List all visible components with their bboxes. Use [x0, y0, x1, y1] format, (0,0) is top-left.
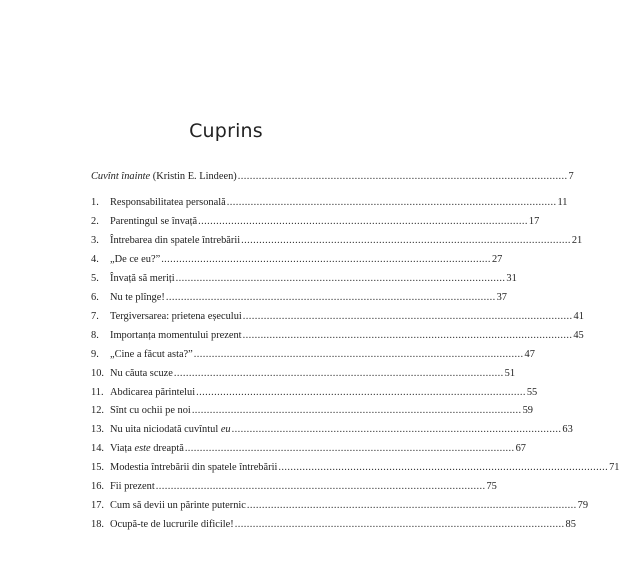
- toc-entry-page: 67: [515, 443, 526, 455]
- dot-leader: ..............................................................................................................: [242, 329, 573, 341]
- toc-entry-page: 21: [571, 234, 583, 246]
- toc-entry-number: 16.: [91, 481, 104, 493]
- toc-entry-title-text: Sînt cu ochii pe noi: [110, 405, 191, 417]
- toc-entry-title: [110, 196, 226, 210]
- toc-entry-title: [110, 272, 175, 286]
- toc-entry-title-text: Ocupă-te de lucrurile dificile!: [110, 519, 234, 531]
- dot-leader: ..............................................................................................................: [278, 462, 609, 474]
- toc-entry-title-text: Întrebarea din spatele întrebării: [110, 234, 241, 246]
- toc-entry-number: 17.: [91, 500, 104, 512]
- toc-entry-page: 41: [573, 310, 584, 322]
- toc-entry-title: [110, 423, 231, 437]
- toc-entry-title-text: „Cine a făcut asta?”: [110, 348, 193, 360]
- toc-entry-page: 45: [573, 329, 584, 341]
- toc-entry-title: [110, 499, 246, 513]
- toc-entry-number: 11.: [91, 386, 104, 398]
- toc-entry-number: 1.: [91, 197, 99, 208]
- dot-leader: ..............................................................................................................: [193, 348, 524, 360]
- toc-entry: [91, 310, 584, 324]
- toc-entry-title: [110, 442, 184, 456]
- toc-entry-page: 17: [528, 215, 540, 227]
- dot-leader: ..............................................................................................................: [246, 500, 577, 512]
- toc-entry-page: 27: [491, 253, 503, 265]
- toc-entry-page: 75: [486, 481, 497, 493]
- toc-entry: [91, 196, 568, 210]
- dot-leader: ..............................................................................................................: [175, 272, 506, 284]
- toc-entry-page: 63: [562, 424, 573, 436]
- toc-entry-page: 71: [609, 462, 620, 474]
- toc-entry-title-text: Nu te plînge!: [110, 291, 165, 303]
- toc-entry-title: [110, 367, 173, 381]
- toc-entry: [91, 234, 583, 248]
- toc-entry-title-text: „De ce eu?”: [110, 253, 161, 265]
- toc-entry: [91, 272, 517, 286]
- toc-entry: [91, 499, 589, 513]
- toc-entry-title: [110, 329, 242, 343]
- toc-entry-title: [110, 348, 193, 362]
- toc-entry-page: 31: [506, 272, 517, 284]
- toc-foreword: [91, 170, 574, 184]
- toc-entry-title: [110, 461, 277, 475]
- dot-leader: ..............................................................................................................: [234, 519, 565, 531]
- toc-entry: [91, 291, 507, 305]
- toc-entry-title-text: Cum să devii un părinte puternic: [110, 500, 246, 512]
- toc-entry-title: [110, 234, 240, 248]
- toc-entry-number: 7.: [91, 310, 99, 322]
- toc-entry-page: 11: [557, 197, 568, 208]
- dot-leader: ..............................................................................................................: [198, 215, 528, 227]
- toc-foreword-italic: Cuvînt înainte: [91, 171, 151, 182]
- toc-entry-page: 37: [496, 291, 507, 303]
- toc-entry-title-text: Viața: [110, 443, 135, 455]
- toc-entry-number: 5.: [91, 272, 99, 284]
- toc-entry: [91, 215, 540, 229]
- toc-entry-number: 10.: [91, 367, 104, 379]
- toc-entry-title-emphasis: eu: [220, 424, 231, 436]
- toc-entry-number: 4.: [91, 253, 99, 265]
- toc-entry-title-text: Parentingul se învață: [110, 215, 198, 227]
- toc-entry-title-text: Responsabilitatea personală: [110, 197, 226, 208]
- toc-entry: [91, 480, 497, 494]
- toc-entry-page: 51: [504, 367, 516, 379]
- toc-entry-number: 9.: [91, 348, 99, 360]
- dot-leader: ..............................................................................................................: [231, 424, 562, 436]
- dot-leader: ..............................................................................................................: [165, 291, 496, 303]
- dot-leader: ..............................................................................................................: [242, 310, 573, 322]
- toc-entry-page: 85: [565, 519, 576, 531]
- toc-entry-page: 47: [524, 348, 535, 360]
- toc-entry-title: [110, 404, 191, 418]
- toc-entry: [91, 348, 535, 362]
- toc-entry-page: 79: [577, 500, 589, 512]
- toc-entry-title: [110, 291, 165, 305]
- dot-leader: ..............................................................................................................: [173, 367, 504, 379]
- toc-entry: [91, 253, 503, 267]
- toc-entry: [91, 423, 573, 437]
- toc-entry-title-text: Modestia întrebării din spatele întrebării: [110, 462, 278, 474]
- toc-entry-title-text: dreaptă: [150, 443, 184, 455]
- toc-entry-title: [110, 518, 234, 532]
- toc-foreword-label: [91, 170, 237, 184]
- toc-entry-number: 8.: [91, 329, 99, 341]
- toc-entry-title-emphasis: este: [134, 443, 151, 455]
- dot-leader: ..............................................................................................................: [226, 197, 557, 208]
- toc-entry: [91, 404, 533, 418]
- dot-leader: ..............................................................................................................: [237, 171, 568, 182]
- page-title: Cuprins: [189, 120, 263, 142]
- toc-entry-title: [110, 310, 242, 324]
- toc-entry: [91, 329, 584, 343]
- toc-entry-page: 59: [522, 405, 533, 417]
- dot-leader: ..............................................................................................................: [161, 253, 491, 265]
- toc-entry-title: [110, 215, 197, 229]
- toc-entry-title-text: Abdicarea părintelui: [110, 386, 196, 398]
- dot-leader: ..............................................................................................................: [196, 386, 526, 398]
- toc-entry: [91, 461, 620, 475]
- dot-leader: ..............................................................................................................: [155, 481, 486, 493]
- toc-entry-title: [110, 386, 195, 400]
- toc-entry-title: [110, 253, 160, 267]
- toc-entry: [91, 442, 526, 456]
- toc-entry-page: 55: [526, 386, 538, 398]
- toc-entry-number: 12.: [91, 405, 104, 417]
- toc-entry-title-text: Nu căuta scuze: [110, 367, 173, 379]
- toc-entry: [91, 518, 576, 532]
- toc-entry-number: 2.: [91, 215, 99, 227]
- toc-entry-title-text: Învață să meriți: [110, 272, 175, 284]
- toc-entry: [91, 386, 538, 400]
- toc-foreword-page: 7: [568, 171, 574, 182]
- toc-entry-title-text: Fii prezent: [110, 481, 155, 493]
- toc-entry-title-text: Tergiversarea: prietena eșecului: [110, 310, 242, 322]
- dot-leader: ..............................................................................................................: [184, 443, 515, 455]
- toc-entry-number: 14.: [91, 443, 104, 455]
- toc-foreword-author: (Kristin E. Lindeen): [150, 171, 237, 182]
- toc-entry-title-text: Nu uita niciodată cuvîntul: [110, 424, 221, 436]
- toc-entry-number: 13.: [91, 424, 104, 436]
- toc-entry-number: 6.: [91, 291, 99, 303]
- toc-entry-title-text: Importanța momentului prezent: [110, 329, 242, 341]
- toc-entry: [91, 367, 516, 381]
- toc-entry-number: 18.: [91, 519, 104, 531]
- dot-leader: ..............................................................................................................: [241, 234, 571, 246]
- toc-entry-number: 15.: [91, 462, 104, 474]
- toc-entry-title: [110, 480, 155, 494]
- dot-leader: ..............................................................................................................: [191, 405, 522, 417]
- toc-entry-number: 3.: [91, 234, 99, 246]
